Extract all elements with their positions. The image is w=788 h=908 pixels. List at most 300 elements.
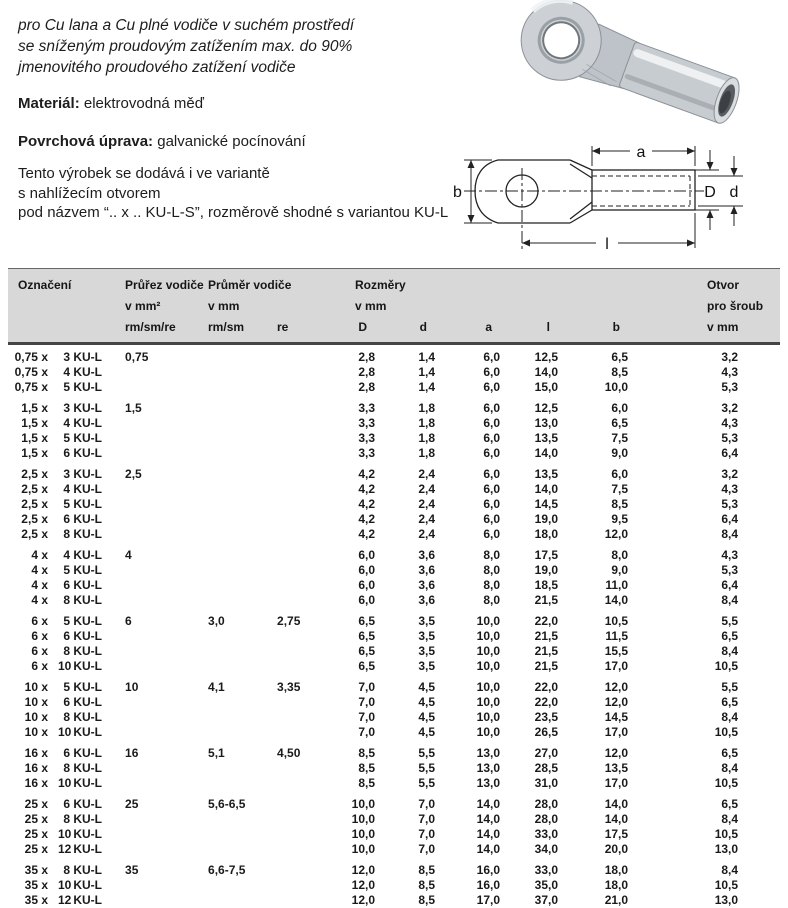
table-cell: 4,5 [387,674,447,695]
table-cell [264,344,332,366]
table-cell [264,827,332,842]
table-cell: 6 KU-L [58,446,116,461]
table-cell: 8,5 [387,857,447,878]
table-cell [116,644,194,659]
table-cell [116,578,194,593]
table-cell [264,842,332,857]
table-cell: 20,0 [572,842,640,857]
table-cell [264,416,332,431]
table-cell: 6,5 [332,644,387,659]
intro-line: pro Cu lana a Cu plné vodiče v suchém prostředí [18,15,354,36]
table-cell: 17,0 [572,659,640,674]
table-cell: 16 x [8,776,58,791]
table-cell: 2,4 [387,461,447,482]
table-cell: 5 KU-L [58,608,116,629]
table-cell: 35 [116,857,194,878]
table-cell: 18,0 [572,857,640,878]
table-cell: 3,3 [332,431,387,446]
table-cell: 17,0 [572,725,640,740]
table-row [8,380,780,395]
table-cell: 8,5 [387,893,447,908]
dimensions-table [8,268,780,908]
table-row [8,878,780,893]
table-cell: 10,0 [447,608,512,629]
table-cell: 8,0 [447,563,512,578]
table-header [8,269,780,344]
dimension-drawing [440,138,788,262]
header-rozmery: Rozměry v mm D d a l b [332,269,640,344]
table-cell: 2,5 [116,461,194,482]
table-cell: 1,4 [387,344,447,366]
table-cell: 34,0 [512,842,572,857]
table-cell: 4 x [8,563,58,578]
table-cell: 8,5 [332,740,387,761]
table-cell: 5 KU-L [58,674,116,695]
table-cell: 1,5 x [8,431,58,446]
table-cell: 2,8 [332,344,387,366]
table-cell: 10,0 [447,725,512,740]
table-cell: 3 KU-L [58,395,116,416]
table-cell: 3,5 [387,608,447,629]
table-cell [116,380,194,395]
table-cell: 4,3 [640,416,780,431]
table-cell: 2,5 x [8,461,58,482]
table-cell: 5 KU-L [58,380,116,395]
table-cell: 1,5 x [8,395,58,416]
table-cell [194,446,264,461]
table-row [8,812,780,827]
table-cell: 10 [116,674,194,695]
table-cell [194,725,264,740]
table-cell: 17,5 [572,827,640,842]
table-cell: 13,5 [572,761,640,776]
table-cell: 3,5 [387,629,447,644]
table-cell [264,578,332,593]
table-cell: 12,0 [572,740,640,761]
table-cell: 27,0 [512,740,572,761]
table-cell: 12,5 [512,344,572,366]
table-cell: 14,0 [447,791,512,812]
table-cell: 0,75 x [8,365,58,380]
table-cell: 19,0 [512,563,572,578]
table-cell: 4 x [8,593,58,608]
material-label: Materiál: [18,95,80,112]
table-cell [264,776,332,791]
table-cell [116,527,194,542]
table-cell: 8,4 [640,761,780,776]
table-cell: 6,0 [447,395,512,416]
table-row [8,695,780,710]
table-cell: 6 KU-L [58,629,116,644]
table-cell: 3 KU-L [58,344,116,366]
table-cell: 10 KU-L [58,725,116,740]
table-cell [116,563,194,578]
table-cell: 10,0 [447,644,512,659]
table-row [8,842,780,857]
table-cell [264,527,332,542]
table-cell [264,725,332,740]
header-prumer: Průměr vodiče v mm rm/sm re [194,269,332,344]
dim-label-a: a [637,144,646,161]
table-cell: 8 KU-L [58,857,116,878]
table-cell [194,461,264,482]
table-cell: 0,75 x [8,380,58,395]
intro-line: jmenovitého proudového zatížení vodiče [18,57,354,78]
table-cell: 13,0 [512,416,572,431]
table-cell [264,593,332,608]
table-cell: 5,6-6,5 [194,791,264,812]
table-cell: 11,5 [572,629,640,644]
table-cell: 4,3 [640,542,780,563]
header-dim-a: a [447,317,512,338]
table-cell [116,776,194,791]
table-row [8,608,780,629]
table-cell [264,542,332,563]
table-cell: 3,3 [332,446,387,461]
table-cell: 5,5 [640,674,780,695]
table-cell: 13,0 [640,893,780,908]
table-cell: 8,0 [447,593,512,608]
table-cell [264,878,332,893]
table-cell: 17,0 [572,776,640,791]
table-cell: 3,2 [640,461,780,482]
table-row [8,791,780,812]
table-cell: 28,5 [512,761,572,776]
table-cell: 15,0 [512,380,572,395]
table-cell: 4,5 [387,710,447,725]
table-cell: 26,5 [512,725,572,740]
table-cell: 0,75 [116,344,194,366]
table-cell: 10 x [8,695,58,710]
table-cell: 3,3 [332,395,387,416]
table-cell: 5,1 [194,740,264,761]
table-cell: 2,4 [387,527,447,542]
table-cell [194,812,264,827]
table-cell [264,563,332,578]
table-cell: 28,0 [512,791,572,812]
table-cell [116,893,194,908]
table-cell: 6 x [8,644,58,659]
table-cell: 5 KU-L [58,497,116,512]
table-cell: 1,8 [387,395,447,416]
table-cell: 5 KU-L [58,563,116,578]
table-cell: 6,0 [447,497,512,512]
table-cell [264,482,332,497]
table-cell: 25 [116,791,194,812]
table-cell: 1,4 [387,365,447,380]
table-cell: 13,0 [640,842,780,857]
table-cell [194,512,264,527]
table-cell [194,827,264,842]
table-cell [194,380,264,395]
table-cell: 14,0 [447,842,512,857]
table-cell [264,365,332,380]
table-row [8,659,780,674]
table-cell [194,776,264,791]
table-cell [116,497,194,512]
dim-label-d: d [730,184,739,201]
table-cell: 8,0 [572,542,640,563]
table-row [8,725,780,740]
table-cell: 18,0 [572,878,640,893]
table-cell: 6,0 [447,446,512,461]
table-cell [264,812,332,827]
header-dim-b: b [572,317,640,338]
table-cell [116,710,194,725]
table-row [8,461,780,482]
table-cell: 10,0 [332,842,387,857]
table-cell: 21,5 [512,629,572,644]
table-cell: 0,75 x [8,344,58,366]
table-cell: 7,0 [387,791,447,812]
table-cell: 14,0 [572,593,640,608]
table-cell [194,761,264,776]
table-cell: 6,4 [640,446,780,461]
table-cell: 4,2 [332,497,387,512]
table-cell [116,827,194,842]
table-cell: 2,5 x [8,527,58,542]
table-cell: 33,0 [512,827,572,842]
table-cell: 3,0 [194,608,264,629]
table-cell: 5,3 [640,563,780,578]
table-cell [194,710,264,725]
table-cell: 10,0 [447,659,512,674]
table-cell: 10 x [8,710,58,725]
dim-label-l: l [605,236,609,253]
table-cell: 5,5 [387,776,447,791]
table-cell: 10,0 [447,674,512,695]
table-cell: 10 KU-L [58,827,116,842]
table-cell: 2,4 [387,512,447,527]
table-cell [194,593,264,608]
table-cell: 23,5 [512,710,572,725]
table-cell: 6,0 [332,542,387,563]
table-cell: 10,5 [640,827,780,842]
table-cell: 8,5 [387,878,447,893]
table-cell: 25 x [8,791,58,812]
table-cell [116,416,194,431]
table-cell [194,365,264,380]
table-cell [194,695,264,710]
table-cell [116,482,194,497]
table-cell: 14,0 [447,827,512,842]
table-cell: 8 KU-L [58,761,116,776]
table-cell: 6 KU-L [58,578,116,593]
table-cell: 12,0 [572,527,640,542]
table-cell: 12,0 [572,674,640,695]
table-cell: 10,5 [640,878,780,893]
table-cell [116,659,194,674]
table-cell: 10 KU-L [58,878,116,893]
table-cell: 6 [116,608,194,629]
table-cell [194,893,264,908]
table-cell: 35 x [8,893,58,908]
table-cell: 22,0 [512,695,572,710]
table-cell: 10 x [8,725,58,740]
table-cell: 3,6 [387,578,447,593]
table-row [8,431,780,446]
table-cell: 12,0 [572,695,640,710]
table-cell: 14,5 [512,497,572,512]
table-cell: 16 x [8,740,58,761]
table-cell: 12,0 [332,857,387,878]
table-cell [116,431,194,446]
table-row [8,446,780,461]
table-cell: 10,5 [572,608,640,629]
table-cell: 5,5 [387,761,447,776]
table-cell: 6,0 [332,563,387,578]
table-cell: 21,5 [512,659,572,674]
table-cell: 10,0 [447,710,512,725]
table-cell: 6,0 [447,527,512,542]
table-row [8,542,780,563]
table-cell: 5,3 [640,380,780,395]
table-cell: 8 KU-L [58,527,116,542]
table-cell: 5,5 [387,740,447,761]
table-cell: 37,0 [512,893,572,908]
table-cell [194,344,264,366]
table-cell: 8 KU-L [58,812,116,827]
intro-line: se sníženým proudovým zatížením max. do 90% [18,36,354,57]
header-dim-d: d [387,317,447,338]
table-cell: 6,5 [640,791,780,812]
table-cell [194,578,264,593]
table-row [8,416,780,431]
table-cell: 3,6 [387,593,447,608]
table-cell [264,395,332,416]
table-cell [116,365,194,380]
table-cell: 12,0 [332,878,387,893]
table-cell: 25 x [8,827,58,842]
variant-line: Tento výrobek se dodává i ve variantě [18,164,448,184]
table-cell: 18,5 [512,578,572,593]
table-cell: 4,5 [387,695,447,710]
table-cell [116,695,194,710]
variant-line: pod názvem “.. x .. KU-L-S”, rozměrově shodné s variantou KU-L [18,203,448,223]
table-cell: 1,8 [387,431,447,446]
product-photo [478,0,778,126]
table-cell [194,482,264,497]
table-cell: 4,2 [332,461,387,482]
table-cell: 6,0 [447,365,512,380]
table-cell: 6,6-7,5 [194,857,264,878]
table-cell: 18,0 [512,527,572,542]
table-cell: 16 x [8,761,58,776]
table-cell [194,395,264,416]
table-cell: 15,5 [572,644,640,659]
table-cell: 7,5 [572,431,640,446]
table-cell: 14,0 [512,482,572,497]
table-cell: 14,0 [447,812,512,827]
material-value: elektrovodná měď [84,95,204,112]
table-cell: 6,5 [640,740,780,761]
intro-text [18,15,354,78]
table-cell: 6,5 [640,629,780,644]
table-cell: 6,5 [332,659,387,674]
table-cell [264,893,332,908]
table-cell [264,857,332,878]
table-cell: 1,8 [387,446,447,461]
table-cell: 1,5 x [8,416,58,431]
table-cell [264,446,332,461]
table-row [8,629,780,644]
table-cell: 6,5 [640,695,780,710]
table-cell: 5,5 [640,608,780,629]
table-cell: 6 KU-L [58,512,116,527]
table-cell: 4,1 [194,674,264,695]
table-cell [264,710,332,725]
table-cell: 25 x [8,812,58,827]
table-cell: 4 x [8,542,58,563]
table-cell [194,431,264,446]
table-row [8,593,780,608]
table-row [8,674,780,695]
table-cell: 9,5 [572,512,640,527]
table-cell: 21,5 [512,644,572,659]
surface-value: galvanické pocínování [157,133,305,150]
table-cell: 4,3 [640,482,780,497]
table-cell: 17,0 [447,893,512,908]
table-cell: 22,0 [512,608,572,629]
table-cell: 1,8 [387,416,447,431]
table-cell: 12,0 [332,893,387,908]
table-cell [116,725,194,740]
table-cell: 8,4 [640,527,780,542]
table-cell: 6,5 [572,416,640,431]
table-cell [194,542,264,563]
table-cell: 6,5 [332,629,387,644]
table-cell: 11,0 [572,578,640,593]
table-cell: 2,75 [264,608,332,629]
table-cell: 2,5 x [8,497,58,512]
table-cell: 10,0 [332,827,387,842]
table-cell: 3 KU-L [58,461,116,482]
header-dim-l: l [512,317,572,338]
table-cell: 6,4 [640,578,780,593]
table-cell: 13,0 [447,740,512,761]
header-dim-D: D [332,317,387,338]
table-cell: 2,5 x [8,512,58,527]
table-cell: 6,0 [332,593,387,608]
table-cell [264,629,332,644]
table-row [8,761,780,776]
table-cell: 5,3 [640,431,780,446]
table-cell [264,659,332,674]
table-cell: 13,5 [512,461,572,482]
table-cell [116,512,194,527]
table-cell: 14,0 [512,365,572,380]
table-row [8,512,780,527]
table-cell: 3,3 [332,416,387,431]
table-cell [194,563,264,578]
table-cell: 3,5 [387,659,447,674]
table-cell: 2,4 [387,482,447,497]
table-cell: 6,0 [447,344,512,366]
header-otvor: Otvor pro šroub v mm [640,269,780,344]
table-row [8,563,780,578]
table-cell [264,695,332,710]
table-row [8,344,780,366]
table-cell: 10,5 [640,725,780,740]
table-cell: 6 KU-L [58,740,116,761]
table-cell: 2,5 x [8,482,58,497]
table-cell [264,431,332,446]
table-cell: 8,0 [447,542,512,563]
header-oznaceni: Označení [8,269,116,344]
table-cell: 6,0 [447,416,512,431]
table-cell: 35 x [8,857,58,878]
table-cell [264,380,332,395]
